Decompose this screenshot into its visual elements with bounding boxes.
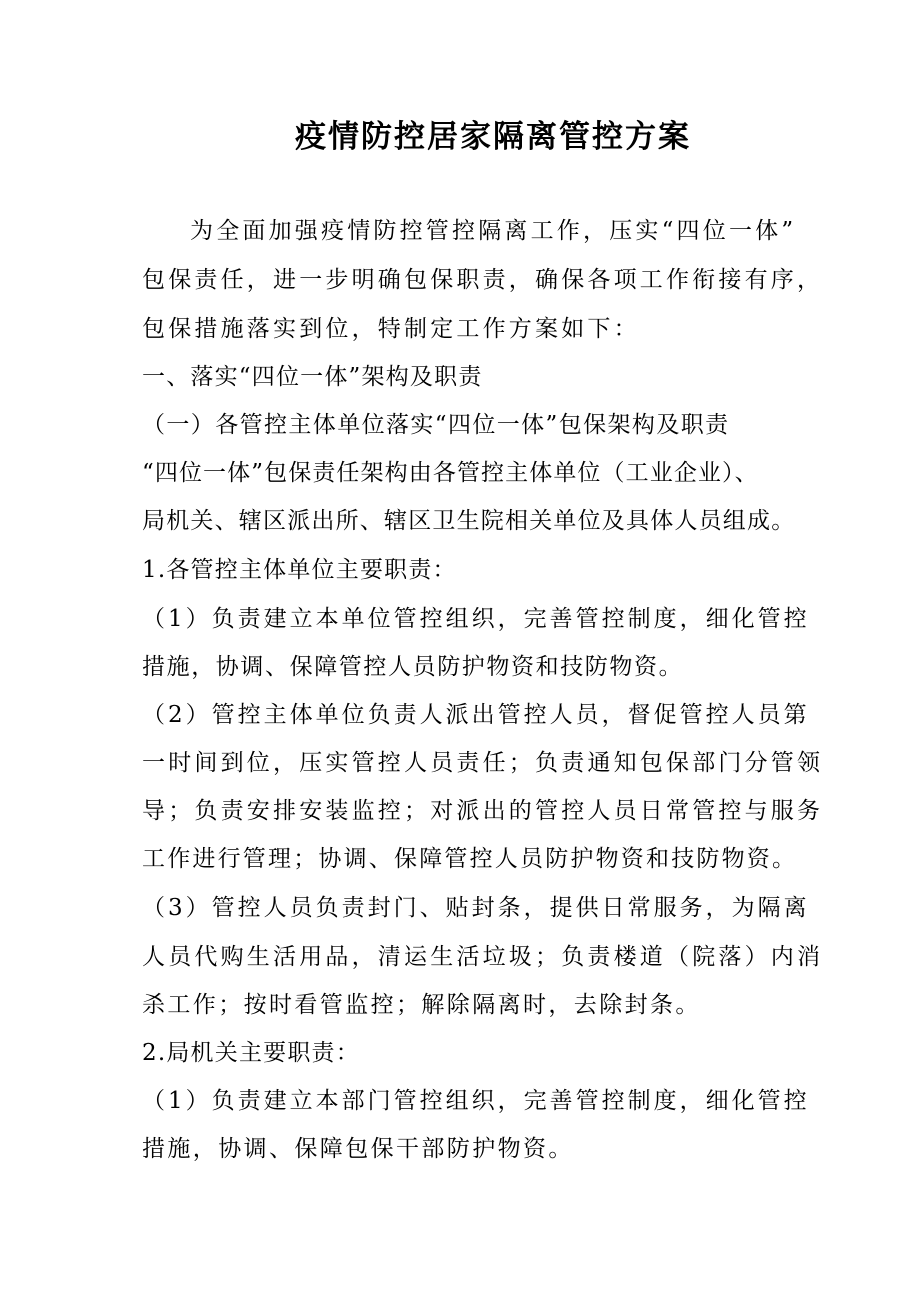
intro-line-2: 包保责任，进一步明确包保职责，确保各项工作衔接有序，	[142, 267, 824, 293]
body-line: 措施，协调、保障管控人员防护物资和技防物资。	[142, 654, 684, 680]
intro-line-3: 包保措施落实到位，特制定工作方案如下：	[142, 316, 640, 342]
body-line: 导；负责安排安装监控；对派出的管控人员日常管控与服务	[142, 798, 824, 824]
body-line: 人员代购生活用品，清运生活垃圾；负责楼道（院落）内消	[142, 944, 824, 970]
body-line: （2）管控主体单位负责人派出管控人员，督促管控人员第	[142, 702, 810, 728]
subsection-heading-1: （一）各管控主体单位落实“四位一体”包保架构及职责	[142, 412, 730, 438]
body-line: 措施，协调、保障包保干部防护物资。	[142, 1136, 574, 1162]
body-line: （3）管控人员负责封门、贴封条，提供日常服务，为隔离	[142, 895, 810, 921]
item-heading-1: 1.各管控主体单位主要职责：	[142, 557, 457, 583]
intro-line-1: 为全面加强疫情防控管控隔离工作，压实“四位一体”	[190, 218, 797, 244]
body-line: （1）负责建立本部门管控组织，完善管控制度，细化管控	[142, 1088, 810, 1114]
body-line: 局机关、辖区派出所、辖区卫生院相关单位及具体人员组成。	[142, 508, 796, 534]
body-line: “四位一体”包保责任架构由各管控主体单位（工业企业）、	[142, 460, 759, 486]
body-line: 工作进行管理；协调、保障管控人员防护物资和技防物资。	[142, 846, 798, 872]
body-line: 一时间到位，压实管控人员责任；负责通知包保部门分管领	[142, 750, 824, 776]
section-heading-1: 一、落实“四位一体”架构及职责	[142, 364, 483, 390]
document-title: 疫情防控居家隔离管控方案	[295, 119, 691, 155]
item-heading-2: 2.局机关主要职责：	[142, 1040, 360, 1066]
body-line: （1）负责建立本单位管控组织，完善管控制度，细化管控	[142, 606, 810, 632]
body-line: 杀工作；按时看管监控；解除隔离时，去除封条。	[142, 992, 701, 1018]
